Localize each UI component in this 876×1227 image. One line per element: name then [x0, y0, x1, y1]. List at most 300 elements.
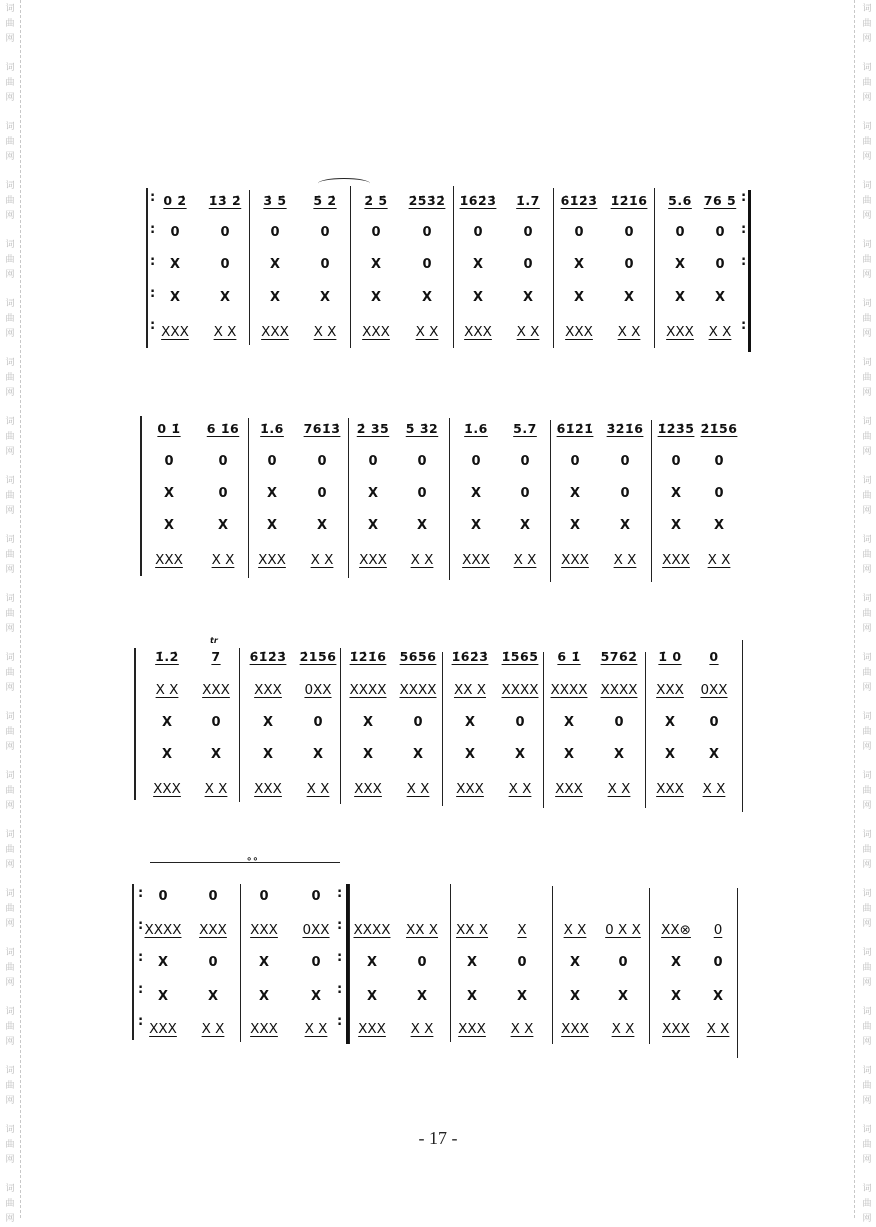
watermark-char: 曲: [5, 19, 15, 29]
notation-cell: XXX: [261, 324, 289, 340]
watermark-char: 曲: [862, 373, 872, 383]
notation-cell: 0: [422, 257, 432, 272]
watermark-glyph-group: [3, 828, 17, 873]
notation-cell: 0: [208, 955, 218, 970]
notation-cell: X: [412, 747, 424, 762]
notation-cell: XXXX: [501, 682, 539, 698]
watermark-char: 网: [862, 93, 872, 103]
notation-cell: X X: [607, 781, 631, 797]
notation-cell: X: [670, 955, 682, 970]
watermark-char: 词: [5, 948, 15, 958]
watermark-char: 曲: [862, 963, 872, 973]
notation-cell: 0: [614, 715, 624, 730]
notation-cell: 5̇ 2̇: [313, 193, 337, 208]
watermark-char: 网: [862, 860, 872, 870]
notation-cell: X X: [611, 1021, 635, 1037]
notation-cell: 2̇ 35: [356, 421, 390, 436]
watermark-glyph-group: [860, 651, 874, 696]
watermark-char: 曲: [862, 491, 872, 501]
watermark-char: 曲: [5, 609, 15, 619]
notation-cell: 2̇5̇3̇2̇: [408, 193, 446, 208]
notation-cell: 1̇.2̇: [155, 649, 179, 664]
watermark-char: 网: [5, 211, 15, 221]
notation-cell: 5656: [399, 649, 437, 664]
notation-cell: X: [708, 747, 720, 762]
barline: [349, 884, 350, 1044]
notation-cell: 0: [218, 454, 228, 469]
watermark-char: 词: [862, 358, 872, 368]
notation-cell: X: [714, 290, 726, 305]
notation-cell: XXX: [161, 324, 189, 340]
watermark-char: 网: [862, 683, 872, 693]
notation-cell: X X: [513, 552, 537, 568]
notation-cell: X X: [708, 324, 732, 340]
barline: [249, 190, 250, 345]
notation-cell: X: [514, 747, 526, 762]
notation-cell: XXX: [666, 324, 694, 340]
watermark-char: 网: [5, 624, 15, 634]
notation-cell: X: [623, 290, 635, 305]
barline: [350, 186, 351, 348]
notation-cell: 0: [417, 486, 427, 501]
fermata-mark: ∘∘: [246, 854, 259, 865]
notation-cell: XXXX: [399, 682, 437, 698]
watermark-char: 曲: [862, 786, 872, 796]
notation-cell: 0: [618, 955, 628, 970]
watermark-glyph-group: [3, 592, 17, 637]
watermark-char: 词: [5, 1007, 15, 1017]
notation-cell: XXX: [250, 1021, 278, 1037]
watermark-char: 网: [5, 270, 15, 280]
notation-cell: XXX: [662, 552, 690, 568]
watermark-char: 曲: [5, 137, 15, 147]
notation-cell: 761̇3̇: [303, 421, 341, 436]
repeat-dots-end: : : : : :: [337, 886, 343, 1029]
watermark-char: 网: [5, 329, 15, 339]
notation-cell: 0: [675, 225, 685, 240]
notation-cell: 0: [417, 454, 427, 469]
watermark-char: 词: [862, 889, 872, 899]
notation-cell: X: [573, 290, 585, 305]
notation-cell: X X: [213, 324, 237, 340]
watermark-char: 网: [862, 447, 872, 457]
notation-cell: X X: [510, 1021, 534, 1037]
barline: [737, 888, 738, 1058]
watermark-glyph-group: [860, 828, 874, 873]
notation-cell: X: [217, 518, 229, 533]
watermark-char: 曲: [5, 904, 15, 914]
watermark-glyph-group: [3, 887, 17, 932]
notation-cell: X: [517, 922, 527, 938]
watermark-char: 词: [5, 1184, 15, 1194]
watermark-char: 曲: [862, 1199, 872, 1209]
barline: [649, 888, 650, 1044]
notation-cell: X X: [613, 552, 637, 568]
notation-cell: X: [519, 518, 531, 533]
notation-cell: 0: [713, 955, 723, 970]
notation-cell: X X: [702, 781, 726, 797]
notation-cell: 0: [320, 225, 330, 240]
watermark-char: 词: [5, 830, 15, 840]
barline: [239, 648, 240, 802]
watermark-char: 曲: [5, 196, 15, 206]
notation-cell: 2̇ 5̇: [364, 193, 388, 208]
watermark-char: 词: [862, 1007, 872, 1017]
watermark-glyph-group: [860, 769, 874, 814]
notation-cell: X: [163, 518, 175, 533]
watermark-char: 词: [862, 1125, 872, 1135]
notation-cell: XXX: [250, 922, 278, 938]
notation-cell: X: [370, 290, 382, 305]
notation-cell: 1̇.7: [516, 193, 540, 208]
watermark-char: 曲: [862, 314, 872, 324]
watermark-glyph-group: [3, 474, 17, 519]
watermark-char: 网: [862, 506, 872, 516]
notation-cell: 7: [211, 649, 221, 664]
notation-cell: X X: [310, 552, 334, 568]
watermark-char: 词: [5, 594, 15, 604]
barline: [240, 884, 241, 1042]
notation-cell: XXXX: [353, 922, 391, 938]
notation-cell: 0: [317, 454, 327, 469]
watermark-char: 网: [5, 742, 15, 752]
watermark-char: 网: [862, 742, 872, 752]
watermark-char: 词: [5, 122, 15, 132]
watermark-char: 曲: [5, 1140, 15, 1150]
notation-cell: X: [472, 290, 484, 305]
notation-cell: 0: [624, 225, 634, 240]
watermark-char: 词: [5, 181, 15, 191]
barline: [453, 186, 454, 348]
notation-cell: 1̇6̇2̇3̇: [451, 649, 489, 664]
notation-cell: X: [207, 989, 219, 1004]
notation-cell: X: [472, 257, 484, 272]
notation-cell: X: [169, 290, 181, 305]
notation-cell: 5̇ 3̇2: [405, 421, 439, 436]
notation-cell: 0: [208, 889, 218, 904]
notation-cell: 0 X X: [605, 922, 641, 938]
notation-cell: XXX: [254, 682, 282, 698]
barline: [348, 418, 349, 578]
barline: [645, 652, 646, 808]
notation-cell: X: [157, 955, 169, 970]
watermark-glyph-group: [860, 297, 874, 342]
notation-cell: X: [219, 290, 231, 305]
watermark-glyph-group: [3, 946, 17, 991]
notation-cell: 0: [620, 454, 630, 469]
notation-cell: 0: [368, 454, 378, 469]
notation-cell: 0: [311, 955, 321, 970]
notation-cell: X: [670, 486, 682, 501]
system-brace: [146, 188, 148, 348]
watermark-char: 网: [5, 1096, 15, 1106]
notation-cell: X: [712, 989, 724, 1004]
notation-cell: X: [664, 715, 676, 730]
notation-cell: 0 1̇: [157, 421, 181, 436]
watermark-char: 词: [862, 653, 872, 663]
notation-cell: 1̇2̇3̇5̇: [657, 421, 695, 436]
notation-cell: XXX: [362, 324, 390, 340]
notation-cell: X: [262, 715, 274, 730]
notation-cell: 5.7: [513, 421, 537, 436]
notation-cell: 0: [523, 257, 533, 272]
notation-cell: XXX: [656, 781, 684, 797]
barline: [742, 640, 743, 812]
notation-cell: XXXX: [144, 922, 182, 938]
notation-cell: 0: [164, 454, 174, 469]
watermark-char: 曲: [862, 845, 872, 855]
notation-cell: 0: [520, 486, 530, 501]
notation-cell: X X: [406, 781, 430, 797]
notation-cell: X: [613, 747, 625, 762]
notation-cell: 76 5: [703, 193, 737, 208]
notation-cell: X: [316, 518, 328, 533]
notation-cell: X: [362, 715, 374, 730]
notation-cell: 0: [624, 257, 634, 272]
notation-cell: X: [563, 747, 575, 762]
watermark-char: 网: [5, 860, 15, 870]
watermark-char: 曲: [862, 196, 872, 206]
notation-cell: XXXX: [349, 682, 387, 698]
watermark-glyph-group: [860, 179, 874, 224]
notation-cell: X: [617, 989, 629, 1004]
watermark-char: 曲: [862, 727, 872, 737]
watermark-char: 词: [862, 948, 872, 958]
watermark-char: 词: [5, 63, 15, 73]
notation-cell: X: [573, 257, 585, 272]
notation-cell: X: [163, 486, 175, 501]
watermark-char: 曲: [5, 1022, 15, 1032]
watermark-char: 词: [862, 181, 872, 191]
notation-cell: 0: [317, 486, 327, 501]
notation-cell: X: [569, 486, 581, 501]
left-dashed-rule: [20, 0, 21, 1218]
notation-cell: XXX: [464, 324, 492, 340]
page-number: - 17 -: [418, 1128, 458, 1148]
notation-cell: X: [269, 257, 281, 272]
notation-cell: 6 1̇: [557, 649, 581, 664]
notation-cell: XXX: [258, 552, 286, 568]
notation-cell: 0: [170, 225, 180, 240]
notation-cell: X: [670, 518, 682, 533]
notation-cell: 0 2̇: [163, 193, 187, 208]
barline: [651, 420, 652, 582]
notation-cell: X: [157, 989, 169, 1004]
notation-cell: X: [416, 518, 428, 533]
notation-cell: XXX: [202, 682, 230, 698]
watermark-char: 词: [5, 417, 15, 427]
notation-cell: XXX: [358, 1021, 386, 1037]
watermark-char: 曲: [862, 1022, 872, 1032]
notation-cell: XXX: [149, 1021, 177, 1037]
notation-cell: 1̇565: [501, 649, 539, 664]
notation-cell: 0XX: [302, 922, 330, 938]
notation-cell: XXX: [254, 781, 282, 797]
watermark-char: 网: [5, 34, 15, 44]
watermark-char: 曲: [862, 550, 872, 560]
notation-cell: 2̇1̇56: [700, 421, 738, 436]
watermark-char: 词: [5, 1066, 15, 1076]
watermark-char: 曲: [862, 668, 872, 678]
notation-cell: XXX: [456, 781, 484, 797]
notation-cell: 6̇1̇2̇1̇: [556, 421, 594, 436]
notation-cell: X: [210, 747, 222, 762]
notation-cell: X X: [204, 781, 228, 797]
notation-cell: X X: [516, 324, 540, 340]
watermark-char: 网: [862, 565, 872, 575]
watermark-glyph-group: [3, 238, 17, 283]
watermark-glyph-group: [3, 651, 17, 696]
watermark-glyph-group: [860, 710, 874, 755]
notation-cell: X X: [211, 552, 235, 568]
double-barline: [748, 190, 751, 352]
notation-cell: 0: [523, 225, 533, 240]
notation-cell: 0: [714, 486, 724, 501]
notation-cell: X X: [410, 552, 434, 568]
watermark-char: 词: [862, 417, 872, 427]
notation-cell: 1̇3̇ 2̇: [208, 193, 242, 208]
watermark-char: 网: [862, 329, 872, 339]
watermark-char: 网: [862, 152, 872, 162]
watermark-char: 网: [5, 801, 15, 811]
notation-cell: XXX: [155, 552, 183, 568]
notation-cell: 0: [570, 454, 580, 469]
repeat-dots-end: : : : :: [741, 190, 747, 333]
watermark-char: 词: [5, 889, 15, 899]
notation-cell: X: [516, 989, 528, 1004]
watermark-char: 网: [862, 624, 872, 634]
watermark-glyph-group: [860, 946, 874, 991]
notation-cell: 0: [517, 955, 527, 970]
barline: [654, 188, 655, 348]
notation-cell: 0: [211, 715, 221, 730]
notation-cell: X: [569, 518, 581, 533]
notation-cell: X: [619, 518, 631, 533]
notation-cell: 0: [709, 649, 719, 664]
notation-cell: XXX: [359, 552, 387, 568]
watermark-glyph-group: [860, 415, 874, 460]
barline: [248, 418, 249, 578]
watermark-char: 词: [5, 358, 15, 368]
notation-cell: 0XX: [700, 682, 728, 698]
watermark-char: 曲: [5, 550, 15, 560]
notation-cell: 0XX: [304, 682, 332, 698]
notation-cell: 1̇2̇1̇6: [610, 193, 648, 208]
notation-cell: XXX: [462, 552, 490, 568]
watermark-glyph-group: [3, 769, 17, 814]
notation-cell: X: [367, 518, 379, 533]
repeat-dots-start: : : : : :: [150, 190, 156, 333]
watermark-char: 词: [862, 122, 872, 132]
notation-cell: 1̇.6: [260, 421, 284, 436]
watermark-char: 曲: [5, 255, 15, 265]
watermark-char: 词: [5, 535, 15, 545]
watermark-char: 曲: [5, 1081, 15, 1091]
watermark-char: 词: [5, 240, 15, 250]
watermark-char: 词: [5, 1125, 15, 1135]
watermark-char: 网: [5, 978, 15, 988]
notation-cell: X: [470, 518, 482, 533]
watermark-char: 曲: [5, 78, 15, 88]
watermark-char: 词: [5, 653, 15, 663]
watermark-char: 词: [862, 771, 872, 781]
notation-cell: 0: [715, 225, 725, 240]
watermark-glyph-group: [3, 2, 17, 47]
notation-cell: X: [664, 747, 676, 762]
notation-cell: X: [262, 747, 274, 762]
notation-cell: 0: [218, 486, 228, 501]
notation-cell: X: [370, 257, 382, 272]
watermark-char: 网: [862, 919, 872, 929]
notation-cell: X: [674, 257, 686, 272]
notation-cell: X: [670, 989, 682, 1004]
watermark-glyph-group: [860, 61, 874, 106]
notation-cell: X: [258, 955, 270, 970]
notation-cell: XXX: [354, 781, 382, 797]
watermark-char: 曲: [5, 314, 15, 324]
notation-cell: XXX: [458, 1021, 486, 1037]
notation-cell: XX X: [453, 682, 487, 698]
notation-cell: 0: [267, 454, 277, 469]
watermark-char: 网: [5, 388, 15, 398]
notation-cell: X X: [306, 781, 330, 797]
notation-cell: XXX: [561, 1021, 589, 1037]
notation-cell: 2̇156: [299, 649, 337, 664]
watermark-char: 曲: [862, 19, 872, 29]
notation-cell: 576̇2̇: [600, 649, 638, 664]
notation-cell: XXX: [561, 552, 589, 568]
watermark-char: 网: [5, 1155, 15, 1165]
watermark-glyph-group: [860, 1005, 874, 1050]
slur-mark: [318, 178, 370, 189]
barline: [552, 886, 553, 1044]
notation-cell: 0: [422, 225, 432, 240]
watermark-char: 曲: [5, 373, 15, 383]
notation-cell: XX X: [455, 922, 489, 938]
notation-cell: X X: [508, 781, 532, 797]
watermark-char: 词: [862, 830, 872, 840]
watermark-char: 网: [862, 801, 872, 811]
notation-cell: 6̇1̇2̇3̇: [560, 193, 598, 208]
watermark-char: 网: [5, 506, 15, 516]
notation-cell: X: [466, 989, 478, 1004]
notation-cell: X: [310, 989, 322, 1004]
notation-cell: X X: [415, 324, 439, 340]
notation-cell: X X: [563, 922, 587, 938]
notation-cell: X: [312, 747, 324, 762]
watermark-glyph-group: [860, 238, 874, 283]
notation-cell: XXX: [565, 324, 593, 340]
watermark-glyph-group: [3, 1182, 17, 1227]
barline: [543, 652, 544, 808]
notation-cell: XXX: [153, 781, 181, 797]
watermark-char: 网: [5, 1214, 15, 1224]
notation-cell: XXX: [656, 682, 684, 698]
notation-cell: X: [466, 955, 478, 970]
watermark-char: 曲: [862, 1081, 872, 1091]
notation-cell: X: [464, 715, 476, 730]
notation-cell: X: [266, 486, 278, 501]
notation-cell: 0: [709, 715, 719, 730]
watermark-char: 网: [5, 447, 15, 457]
right-margin-watermark: [854, 0, 876, 1224]
notation-cell: X X: [707, 552, 731, 568]
notation-cell: XXXX: [600, 682, 638, 698]
notation-cell: 1̇ 0: [658, 649, 682, 664]
notation-cell: 0: [714, 454, 724, 469]
notation-cell: X: [569, 955, 581, 970]
notation-cell: 0: [520, 454, 530, 469]
